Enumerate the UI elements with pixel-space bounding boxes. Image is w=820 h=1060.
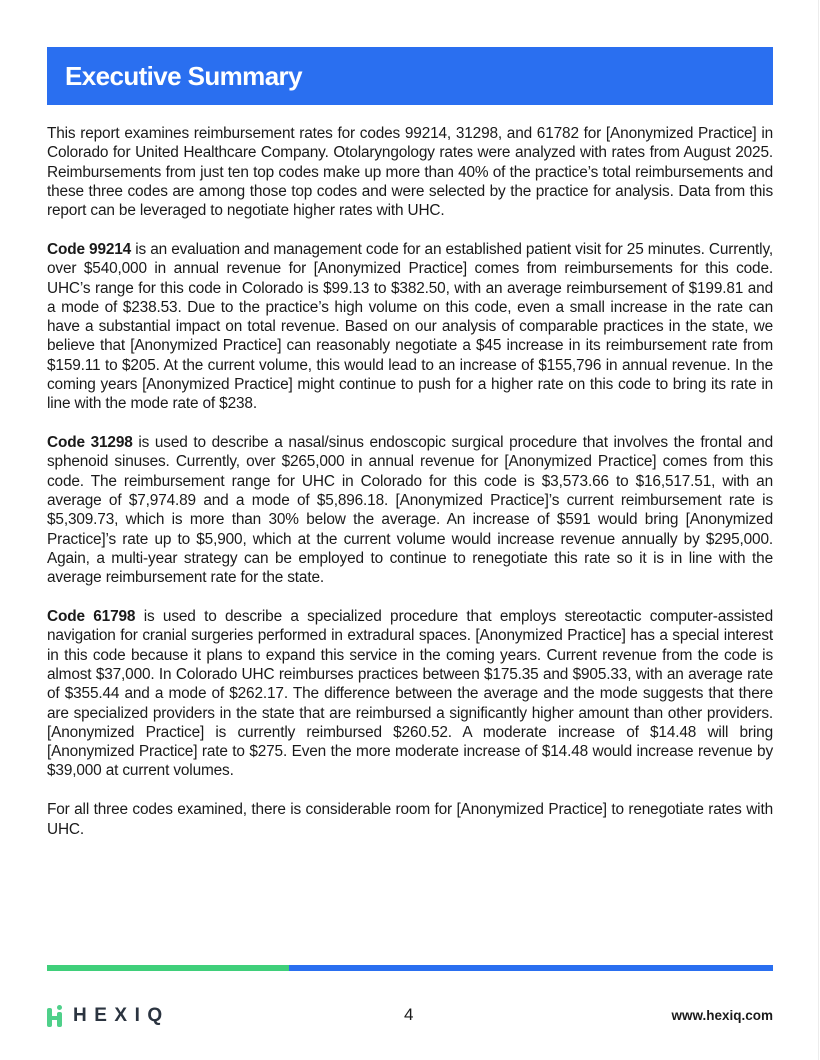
code-99214-text: is an evaluation and management code for an established patient visit for 25 minutes. Currently, over $540,000 in annual revenue for [Anonymized Practice] comes from reimbursements for this code. UHC’s range for this code in Colorado is $99.13 to $382.50, with an average reimbursement of $199.81 and a mode of $238.53. Due to the practice’s high volume on this code, even a small increase in the rate can have a substantial impact on total revenue. Based on our analysis of comparable practices in the state, we believe that [Anonymized Practice] can reasonably negotiate a $45 increase in its reimbursement rate from $159.11 to $205. At the current volume, this would lead to an increase of $155,796 in annual revenue. In the coming years [Anonymized Practice] might continue to push for a higher rate on this code to bring its rate in line with the mode rate of $238. [47, 240, 773, 413]
code-31298-text: is used to describe a nasal/sinus endoscopic surgical procedure that involves the frontal and sphenoid sinuses. Currently, over $265,000 in annual revenue for [Anonymized Practice] comes from this code. The reimbursement range for UHC in Colorado for this code is $3,573.66 to $16,517.51, with an average of $7,974.89 and a mode of $5,896.18. [Anonymized Practice]’s current reimbursement rate is $5,309.73, which is more than 30% below the average. An increase of $591 would bring [Anonymized Practice]’s rate up to $5,900, which at the current volume would increase revenue annually by $295,000. Again, a multi-year strategy can be employed to continue to renegotiate this rate so it is in line with the average reimbursement rate for the state. [47, 434, 773, 587]
intro-paragraph-text: This report examines reimbursement rates for codes 99214, 31298, and 61782 for [Anonymized Practice] in Colorado for United Healthcare Company. Otolaryngology rates were analyzed with rates from August 2025. Reimbursements from just ten top codes make up more than 40% of the practice’s total reimbursements and these three codes are among those top codes and were selected by the practice for analysis. Data from this report can be leveraged to negotiate higher rates with UHC. [47, 125, 773, 220]
executive-summary-body [47, 124, 773, 858]
footer-rule-blue [289, 965, 773, 971]
website-url: www.hexiq.com [671, 1008, 773, 1023]
code-61798-heading: Code 61798 [47, 608, 136, 626]
code-99214-paragraph [47, 240, 773, 414]
logo-wordmark: HEXIQ [73, 1005, 170, 1026]
section-header-bar [47, 47, 773, 105]
conclusion-paragraph-text: For all three codes examined, there is considerable room for [Anonymized Practice] to renegotiate rates with UHC. [47, 801, 773, 838]
hexiq-logo [47, 1003, 170, 1029]
code-31298-heading: Code 31298 [47, 434, 133, 452]
conclusion-paragraph [47, 800, 773, 839]
code-31298-paragraph [47, 433, 773, 587]
footer-rule-green [47, 965, 289, 971]
code-61798-paragraph [47, 607, 773, 781]
section-title: Executive Summary [65, 60, 302, 91]
page-edge-divider [818, 0, 819, 1060]
page-number: 4 [404, 1005, 414, 1024]
page-footer [47, 1003, 773, 1029]
code-99214-heading: Code 99214 [47, 240, 132, 258]
intro-paragraph [47, 124, 773, 220]
hexiq-h-mark-icon [47, 1005, 63, 1027]
code-61798-text: is used to describe a specialized procedure that employs stereotactic computer-assisted navigation for cranial surgeries performed in extradural spaces. [Anonymized Practice] has a special interest in this code because it plans to expand this service in the coming years. Current revenue from the code is almost $37,000. In Colorado UHC reimburses practices between $175.35 and $905.33, with an average rate of $355.44 and a mode of $262.17. The difference between the average and the mode suggests that there are specialized providers in the state that are reimbursed a significantly higher amount than other providers. [Anonymized Practice] is currently reimbursed $260.52. A moderate increase of $14.48 will bring [Anonymized Practice] rate to $275. Even the more moderate increase of $14.48 would increase revenue by $39,000 at current volumes. [47, 608, 773, 780]
